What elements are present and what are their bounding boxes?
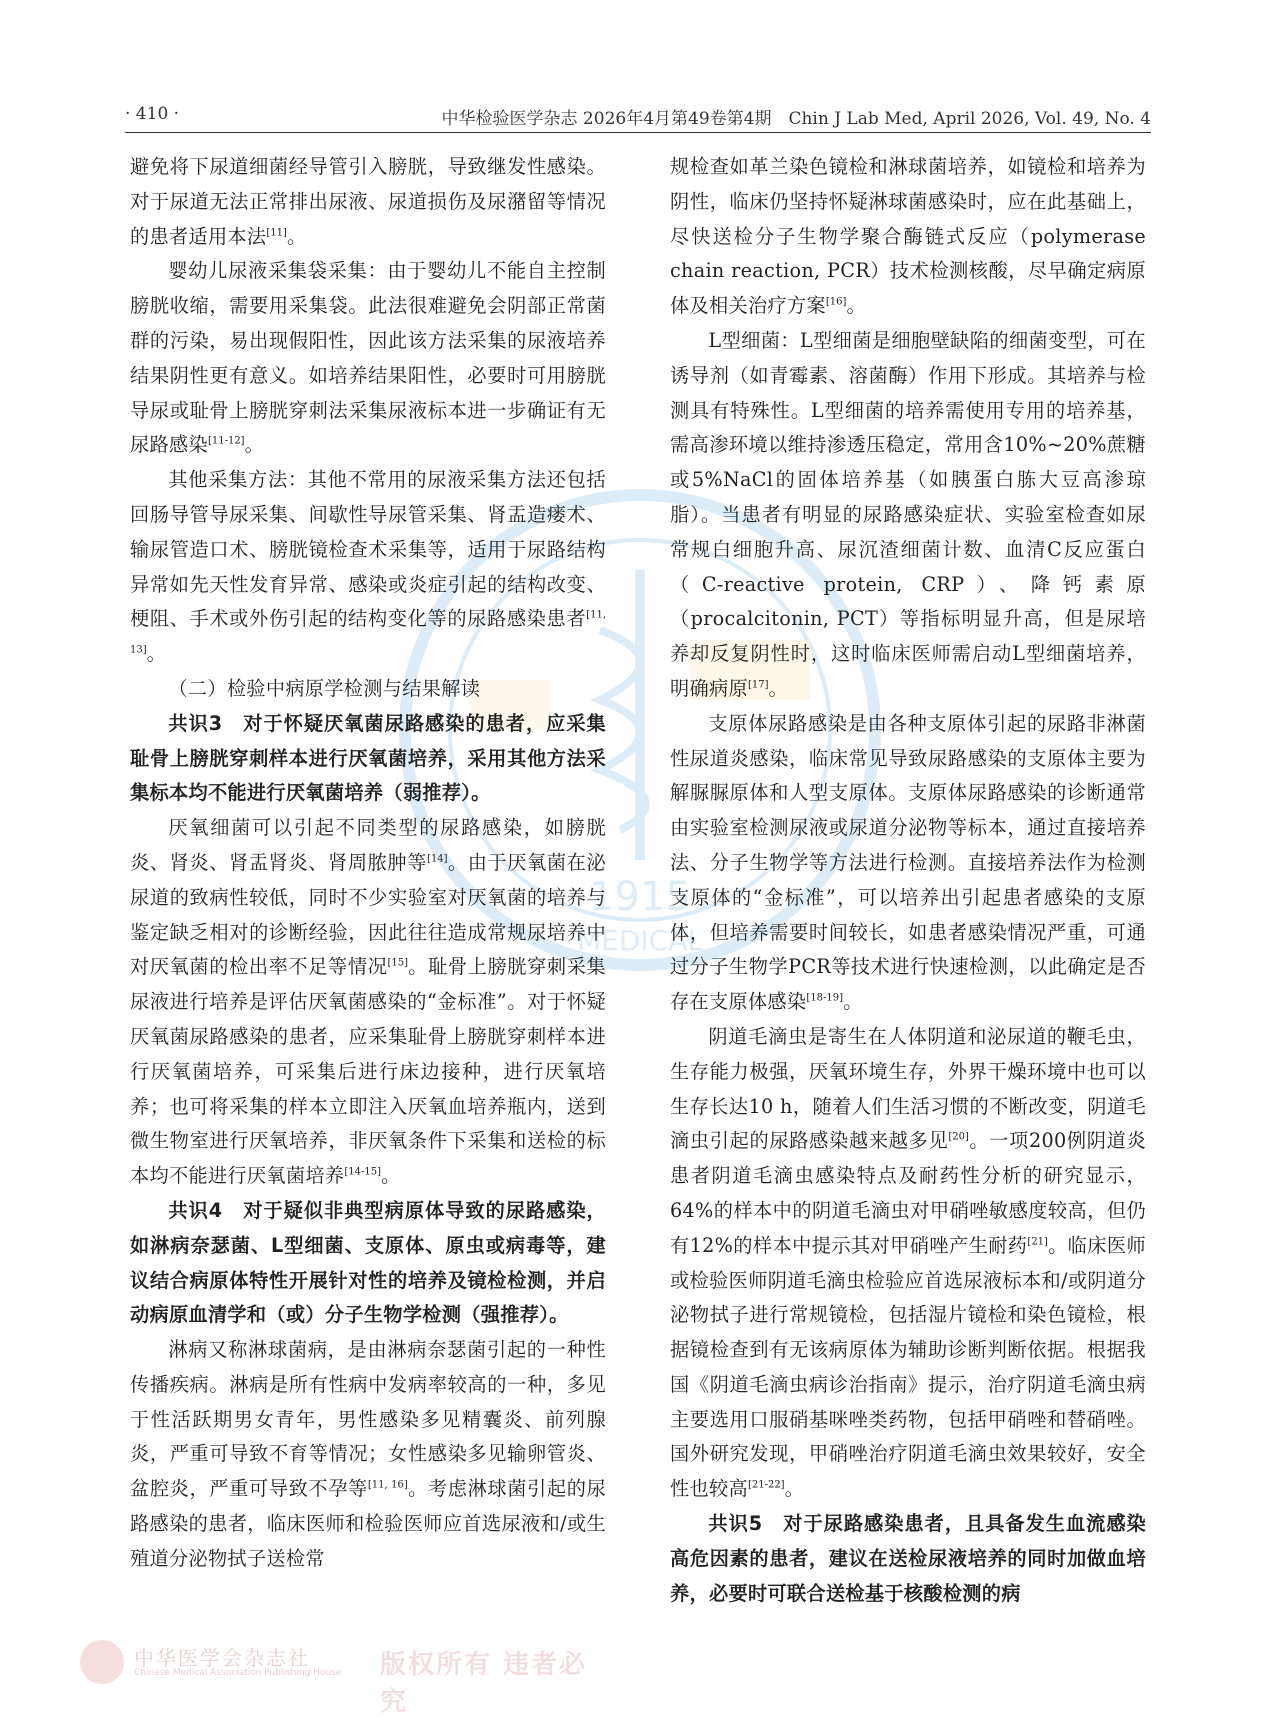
- left-column: [130, 150, 606, 1577]
- paragraph: L型细菌：L型细菌是细胞壁缺陷的细菌变型，可在诱导剂（如青霉素、溶菌酶）作用下形成。其培养与检测具有特殊性。L型细菌的培养需使用专用的培养基，需高渗环境以维持渗透压稳定，常用含10%~20%蔗糖或5%NaCl的固体培养基（如胰蛋白胨大豆高渗琼脂）。当患者有明显的尿路感染症状、实验室检查如尿常规白细胞升高、尿沉渣细菌计数、血清C反应蛋白（C-reactive protein, CRP）、降钙素原（procalcitonin, PCT）等指标明显升高，但是尿培养却反复阴性时，这时临床医师需启动L型细菌培养，明确病原[17]。: [670, 328, 1146, 700]
- citation: [18-19]: [806, 992, 844, 1004]
- citation: [17]: [747, 679, 769, 691]
- paragraph: 规检查如革兰染色镜检和淋球菌培养，如镜检和培养为阴性，临床仍坚持怀疑淋球菌感染时，应在此基础上，尽快送检分子生物学聚合酶链式反应（polymerase chain reaction, PCR）技术检测核酸，尽早确定病原体及相关治疗方案[16]。: [670, 155, 1146, 318]
- paragraph: 阴道毛滴虫是寄生在人体阴道和泌尿道的鞭毛虫，生存能力极强，厌氧环境生存，外界干燥环境中也可以生存长达10 h，随着人们生活习惯的不断改变，阴道毛滴虫引起的尿路感染越来越多见[20]。一项200例阴道炎患者阴道毛滴虫感染特点及耐药性分析的研究显示，64%的样本中的阴道毛滴虫对甲硝唑敏感度较高，但仍有12%的样本中提示其对甲硝唑产生耐药[21]。临床医师或检验医师阴道毛滴虫检验应首选尿液标本和/或阴道分泌物拭子进行常规镜检，包括湿片镜检和染色镜检，根据镜检查到有无该病原体为辅助诊断判断依据。根据我国《阴道毛滴虫病诊治指南》提示，治疗阴道毛滴虫病主要选用口服硝基咪唑类药物，包括甲硝唑和替硝唑。国外研究发现，甲硝唑治疗阴道毛滴虫效果较好，安全性也较高[21-22]。: [670, 1024, 1147, 1501]
- paragraph: 其他采集方法：其他不常用的尿液采集方法还包括回肠导管导尿采集、间歇性导尿管采集、肾盂造瘘术、输尿管造口术、膀胱镜检查术采集等，适用于尿路结构异常如先天性发育异常、感染或炎症引起的结构改变、梗阻、手术或外伤引起的结构变化等的尿路感染患者[11, 13]。: [130, 468, 606, 666]
- consensus-3: 共识3 对于怀疑厌氧菌尿路感染的患者，应采集耻骨上膀胱穿刺样本进行厌氧菌培养，采用其他方法采集标本均不能进行厌氧菌培养（弱推荐）。: [130, 711, 606, 805]
- publisher-seal-icon: [80, 1640, 124, 1684]
- citation: [16]: [825, 296, 847, 308]
- citation: [21]: [1027, 1236, 1048, 1248]
- citation: [20]: [948, 1131, 969, 1143]
- citation: [14-15]: [344, 1166, 382, 1178]
- copyright-slogan: 版权所有 违者必究: [380, 1650, 588, 1717]
- running-header: [125, 96, 1151, 133]
- citation: [11-12]: [207, 435, 245, 447]
- section-heading: （二）检验中病原学检测与结果解读: [168, 676, 481, 700]
- publisher-watermark: [80, 1640, 600, 1717]
- citation: [15]: [387, 957, 408, 969]
- journal-citation: 中华检验医学杂志 2026年4月第49卷第4期 Chin J Lab Med, April 2026, Vol. 49, No. 4: [441, 109, 1151, 129]
- right-column: [670, 150, 1146, 1611]
- consensus-4: 共识4 对于疑似非典型病原体导致的尿路感染，如淋病奈瑟菌、L型细菌、支原体、原虫或病毒等，建议结合病原体特性开展针对性的培养及镜检检测，并启动病原血清学和（或）分子生物学检测（强推荐）。: [130, 1198, 606, 1327]
- paragraph: 避免将下尿道细菌经导管引入膀胱，导致继发性感染。对于尿道无法正常排出尿液、尿道损伤及尿潴留等情况的患者适用本法[11]。: [130, 155, 606, 248]
- citation: [21-22]: [747, 1479, 785, 1491]
- citation: [14]: [427, 853, 448, 865]
- paragraph: 支原体尿路感染是由各种支原体引起的尿路非淋菌性尿道炎感染，临床常见导致尿路感染的支原体主要为解脲脲原体和人型支原体。支原体尿路感染的诊断通常由实验室检测尿液或尿道分泌物等标本，通过直接培养法、分子生物学等方法进行检测。直接培养法作为检测支原体的“金标准”，可以培养出引起患者感染的支原体，但培养需要时间较长，如患者感染情况严重，可通过分子生物学PCR等技术进行快速检测，以此确定是否存在支原体感染[18-19]。: [670, 711, 1146, 1014]
- paragraph: 淋病又称淋球菌病，是由淋病奈瑟菌引起的一种性传播疾病。淋病是所有性病中发病率较高的一种，多见于性活跃期男女青年，男性感染多见精囊炎、前列腺炎，严重可导致不育等情况；女性感染多见输卵管炎、盆腔炎，严重可导致不孕等[11, 16]。考虑淋球菌引起的尿路感染的患者，临床医师和检验医师应首选尿液和/或生殖道分泌物拭子送检常: [130, 1338, 607, 1570]
- citation: [11, 16]: [367, 1479, 408, 1491]
- watermark-label: MEDICAL: [577, 924, 703, 957]
- consensus-5: 共识5 对于尿路感染患者，且具备发生血流感染高危因素的患者，建议在送检尿液培养的同时加做血培养，必要时可联合送检基于核酸检测的病: [670, 1512, 1146, 1605]
- publisher-name-en: Chinese Medical Association Publishing House: [134, 1668, 342, 1678]
- paragraph: 婴幼儿尿液采集袋采集：由于婴幼儿不能自主控制膀胱收缩，需要用采集袋。此法很难避免会阴部正常菌群的污染，易出现假阳性，因此该方法采集的尿液培养结果阴性更有意义。如培养结果阳性，必要时可用膀胱导尿或耻骨上膀胱穿刺法采集尿液标本进一步确证有无尿路感染[11-12]。: [130, 259, 606, 457]
- page-number: · 410 ·: [125, 104, 180, 124]
- watermark-year: 1915: [589, 874, 691, 920]
- paragraph: 厌氧细菌可以引起不同类型的尿路感染，如膀胱炎、肾炎、肾盂肾炎、肾周脓肿等[14]。由于厌氧菌在泌尿道的致病性较低，同时不少实验室对厌氧菌的培养与鉴定缺乏相对的诊断经验，因此往往造成常规尿培养中对厌氧菌的检出率不足等情况[15]。耻骨上膀胱穿刺采集尿液进行培养是评估厌氧菌感染的“金标准”。对于怀疑厌氧菌尿路感染的患者，应采集耻骨上膀胱穿刺样本进行厌氧菌培养，可采集后进行床边接种，进行厌氧培养；也可将采集的样本立即注入厌氧血培养瓶内，送到微生物室进行厌氧培养，非厌氧条件下采集和送检的标本均不能进行厌氧菌培养[14-15]。: [130, 816, 606, 1188]
- citation: [11]: [266, 227, 287, 239]
- publisher-name: 中华医学会杂志社: [134, 1646, 310, 1670]
- citation: [11, 13]: [130, 609, 606, 656]
